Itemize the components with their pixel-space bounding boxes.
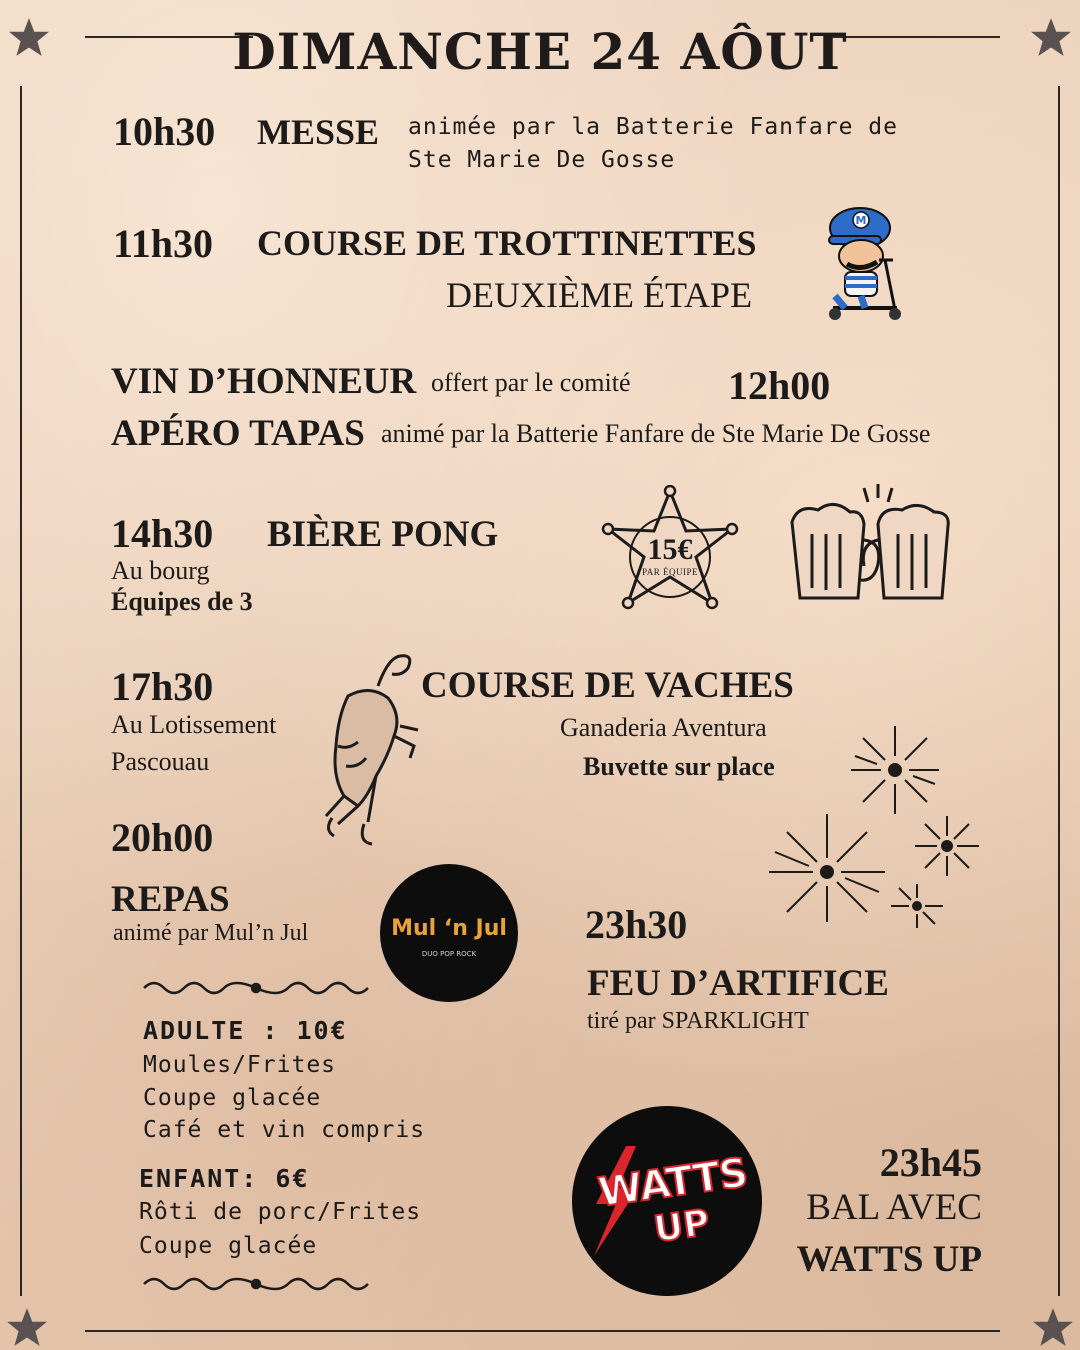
repas-child-item: Rôti de porc/Frites bbox=[139, 1199, 422, 1225]
sheriff-badge-icon bbox=[600, 485, 740, 621]
frame-bottom bbox=[85, 1330, 1000, 1332]
vaches-time: 17h30 bbox=[111, 664, 214, 709]
messe-desc-1: animée par la Batterie Fanfare de bbox=[408, 114, 898, 140]
repas-title: REPAS bbox=[111, 879, 230, 920]
biere-time: 14h30 bbox=[111, 511, 214, 556]
repas-adult-item: Coupe glacée bbox=[143, 1085, 322, 1111]
vin-desc: offert par le comité bbox=[431, 368, 631, 397]
trottinettes-time: 11h30 bbox=[113, 221, 214, 266]
repas-child-label: ENFANT: 6€ bbox=[139, 1164, 310, 1193]
watts-up-word2: UP bbox=[651, 1202, 713, 1251]
messe-title: MESSE bbox=[257, 112, 380, 152]
watts-up-logo bbox=[572, 1106, 762, 1296]
bal-time: 23h45 bbox=[879, 1140, 982, 1185]
messe-desc-2: Ste Marie De Gosse bbox=[408, 147, 676, 173]
repas-adult-item: Moules/Frites bbox=[143, 1052, 337, 1078]
messe-time: 10h30 bbox=[113, 109, 216, 154]
vaches-place-1: Au Lotissement bbox=[111, 710, 277, 739]
vin-title: VIN D’HONNEUR bbox=[111, 361, 417, 402]
repas-adult-item: Café et vin compris bbox=[143, 1117, 426, 1143]
trottinettes-title: COURSE DE TROTTINETTES bbox=[257, 223, 757, 263]
beer-mugs-icon bbox=[778, 482, 968, 612]
repas-adult-label: ADULTE : 10€ bbox=[143, 1016, 348, 1045]
biere-price: 15€ bbox=[647, 533, 693, 566]
feu-desc: tiré par SPARKLIGHT bbox=[587, 1008, 809, 1034]
ornament-icon bbox=[140, 1272, 372, 1296]
repas-time: 20h00 bbox=[111, 815, 214, 860]
page-title: DIMANCHE 24 AÔUT bbox=[232, 22, 848, 81]
biere-place: Au bourg bbox=[111, 556, 210, 585]
muln-jul-logo-tagline: DUO POP ROCK bbox=[421, 950, 477, 958]
scooter-mascot-icon bbox=[815, 200, 907, 324]
trottinettes-subtitle: DEUXIÈME ÉTAPE bbox=[446, 275, 753, 315]
vin-time: 12h00 bbox=[728, 363, 831, 408]
svg-text:M: M bbox=[855, 214, 867, 227]
bull-icon bbox=[318, 646, 428, 850]
biere-title: BIÈRE PONG bbox=[267, 514, 499, 555]
star-icon bbox=[1032, 1306, 1074, 1348]
fireworks-icon bbox=[755, 720, 985, 935]
star-icon bbox=[6, 1306, 48, 1348]
vaches-org: Ganaderia Aventura bbox=[560, 713, 767, 742]
watts-up-word1: WATTS bbox=[595, 1149, 750, 1217]
biere-teams: Équipes de 3 bbox=[111, 587, 253, 616]
muln-jul-logo-name: Mul ‘n Jul bbox=[391, 916, 507, 941]
vaches-place-2: Pascouau bbox=[111, 747, 210, 776]
apero-desc: animé par la Batterie Fanfare de Ste Marie De Gosse bbox=[381, 419, 931, 448]
frame-left bbox=[20, 86, 22, 1296]
feu-time: 23h30 bbox=[585, 902, 688, 947]
repas-child-item: Coupe glacée bbox=[139, 1233, 318, 1259]
ornament-icon bbox=[140, 976, 372, 1000]
muln-jul-logo bbox=[380, 864, 518, 1002]
biere-price-note: PAR ÉQUIPE bbox=[642, 567, 698, 577]
vaches-title: COURSE DE VACHES bbox=[421, 665, 794, 706]
repas-desc: animé par Mul’n Jul bbox=[113, 920, 309, 946]
bal-line2: WATTS UP bbox=[796, 1239, 982, 1280]
vaches-buvette: Buvette sur place bbox=[583, 752, 775, 781]
frame-right bbox=[1058, 86, 1060, 1296]
bal-line1: BAL AVEC bbox=[806, 1187, 982, 1228]
feu-title: FEU D’ARTIFICE bbox=[587, 963, 889, 1004]
apero-title: APÉRO TAPAS bbox=[111, 413, 365, 454]
